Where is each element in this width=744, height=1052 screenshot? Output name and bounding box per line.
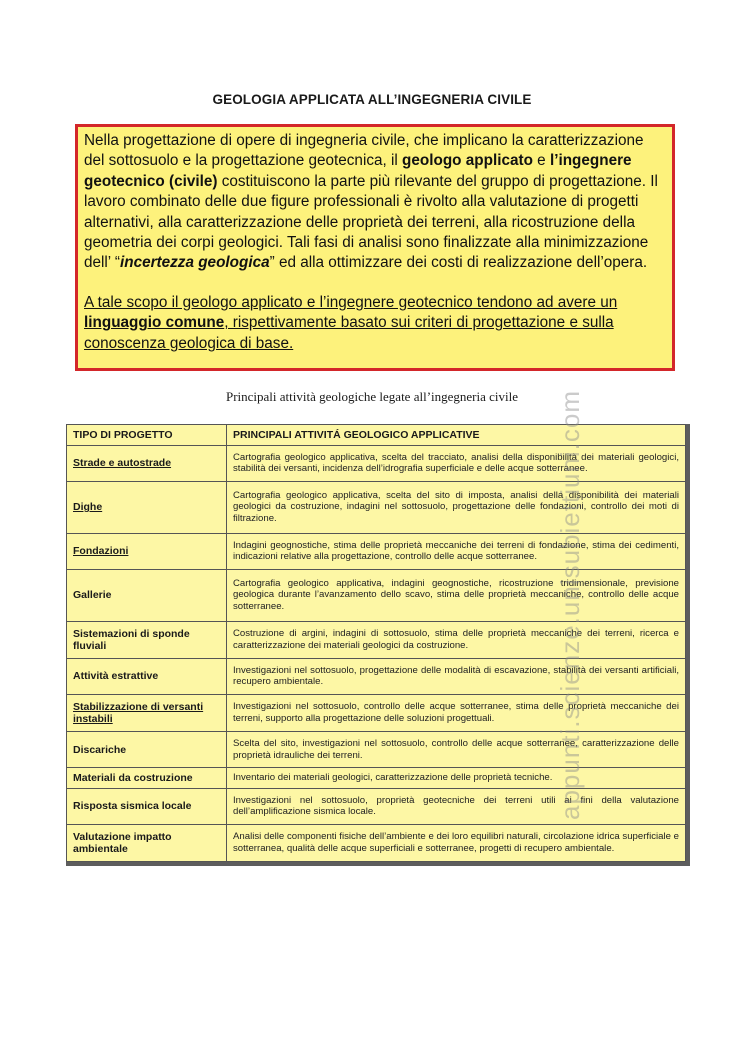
table-row: [67, 621, 686, 658]
intro-paragraph-2: [84, 293, 658, 354]
table-header-row: [67, 425, 686, 446]
intro-text: , rispettivamente basato sui criteri di progettazione e sulla conoscenza geologica di base.: [84, 314, 614, 352]
activities-cell: Investigazioni nel sottosuolo, proprietà geotecniche dei terreni utili ai fini della valutazione dell’amplificazione sismica locale.: [227, 788, 686, 824]
project-type-cell: Materiali da costruzione: [67, 768, 227, 789]
table-row: [67, 445, 686, 481]
project-type-cell: Sistemazioni di sponde fluviali: [67, 621, 227, 658]
project-type-cell: Valutazione impatto ambientale: [67, 824, 227, 861]
page-title: GEOLOGIA APPLICATA ALL’INGEGNERIA CIVILE: [212, 92, 532, 107]
intro-text: ” ed alla ottimizzare dei costi di realizzazione dell’opera.: [269, 254, 648, 272]
activities-cell: Cartografia geologico applicativa, scelta del sito di imposta, analisi della disponibilità dei materiali geologici da costruzione, indagini nel sottosuolo, progettazione delle fondazioni, controllo dei moti di filtrazione.: [227, 481, 686, 533]
project-type-cell: Risposta sismica locale: [67, 788, 227, 824]
project-type-cell: Stabilizzazione di versanti instabili: [67, 694, 227, 731]
project-type-cell: Discariche: [67, 732, 227, 768]
table-caption: Principali attività geologiche legate all’ingegneria civile: [225, 389, 519, 404]
table-row: [67, 694, 686, 731]
table-row: [67, 481, 686, 533]
table-row: [67, 732, 686, 768]
project-type-cell: Attività estrattive: [67, 658, 227, 694]
project-type-cell: Fondazioni: [67, 533, 227, 569]
activities-cell: Cartografia geologico applicativa, indagini geognostiche, ricostruzione tridimensionale, previsione geologica durante l’avanzamento dello scavo, stima delle proprietà meccaniche, controllo delle acque sotterranee.: [227, 569, 686, 621]
activities-cell: Investigazioni nel sottosuolo, progettazione delle modalità di escavazione, stabilità dei versanti artificiali, recupero ambientale.: [227, 658, 686, 694]
activities-cell: Cartografia geologico applicativa, scelta del tracciato, analisi della disponibilità dei materiali geologici, stabilità dei versanti, incidenza dell’idrografia superficiale e delle acque sotterranee.: [227, 445, 686, 481]
activities-cell: Scelta del sito, investigazioni nel sottosuolo, controllo delle acque sotterranee, caratterizzazione delle proprietà idrauliche dei terreni.: [227, 732, 686, 768]
activities-cell: Investigazioni nel sottosuolo, controllo delle acque sotterranee, stima delle proprietà meccaniche dei terreni, supporto alla progettazione delle soluzioni progettuali.: [227, 694, 686, 731]
watermark: appunti.scienze.unisubiettiuni.com: [555, 389, 585, 820]
header-activities: PRINCIPALI ATTIVITÁ GEOLOGICO APPLICATIVE: [227, 425, 686, 446]
intro-text: A tale scopo il geologo applicato e l’ingegnere geotecnico tendono ad avere un: [84, 293, 618, 311]
table-row: [67, 533, 686, 569]
intro-emphasis-geologist: geologo applicato: [402, 152, 533, 170]
project-type-cell: Gallerie: [67, 569, 227, 621]
table-row: [67, 824, 686, 861]
intro-emphasis-uncertainty: incertezza geologica: [120, 254, 270, 272]
activities-cell: Inventario dei materiali geologici, caratterizzazione delle proprietà tecniche.: [227, 768, 686, 789]
project-type-cell: Strade e autostrade: [67, 445, 227, 481]
intro-paragraph-1: [84, 131, 658, 274]
activities-cell: Analisi delle componenti fisiche dell’ambiente e dei loro equilibri naturali, circolazione idrica superficiale e sotterranea, qualità delle acque superficiali e sotterranee, progetti di recupero ambientale.: [227, 824, 686, 861]
intro-text: Nella progettazione di opere di ingegneria civile, che implicano la caratterizzazione del sottosuolo e la progettazione geotecnica, il: [84, 132, 644, 170]
intro-emphasis-common-language: linguaggio comune: [84, 314, 225, 332]
table-row: [67, 768, 686, 789]
table-row: [67, 569, 686, 621]
intro-callout-box: [75, 124, 675, 371]
activities-cell: Costruzione di argini, indagini di sottosuolo, stima delle proprietà meccaniche dei terreni, ricerca e caratterizzazione dei materiali geologici da costruzione.: [227, 621, 686, 658]
intro-emphasis-engineer: l’ingegnere geotecnico (civile): [84, 152, 632, 190]
header-project-type: TIPO DI PROGETTO: [67, 425, 227, 446]
table-row: [67, 658, 686, 694]
table-row: [67, 788, 686, 824]
activities-cell: Indagini geognostiche, stima delle proprietà meccaniche dei terreni di fondazione, stima dei cedimenti, indicazioni relative alla progettazione, controllo delle acque sotterranee.: [227, 533, 686, 569]
intro-text: costituiscono la parte più rilevante del gruppo di progettazione. Il lavoro combinato delle due figure professionali è rivolto alla valutazione di progetti alternativi, alla caratterizzazione delle proprietà dei terreni, alla ricostruzione della geometria dei corpi geologici. Tali fasi di analisi sono finalizzate alla minimizzazione dell’ “: [84, 172, 658, 272]
intro-text: e: [532, 152, 550, 170]
project-type-cell: Dighe: [67, 481, 227, 533]
